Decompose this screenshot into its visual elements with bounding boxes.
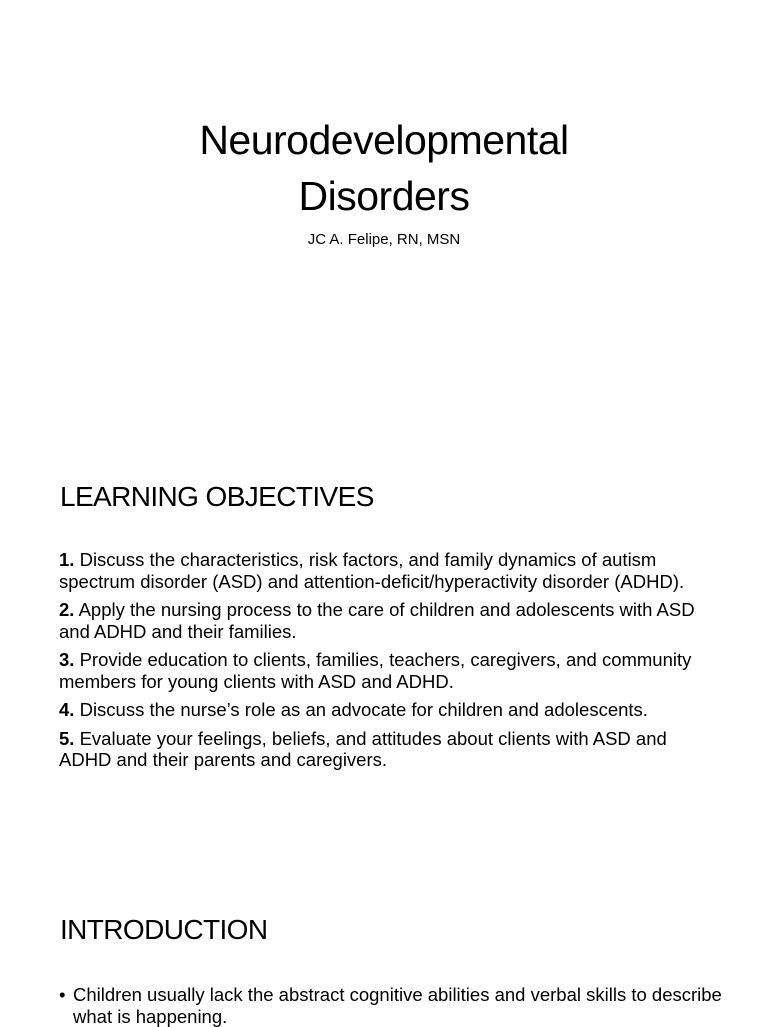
title-slide	[0, 0, 768, 432]
objective-item-4	[59, 699, 719, 721]
bullet-text: Children usually lack the abstract cognitive abilities and verbal skills to describe what is happening.	[73, 984, 722, 1027]
objective-number: 3.	[59, 649, 75, 670]
objectives-list	[59, 549, 719, 778]
introduction-bullet-list	[59, 984, 729, 1027]
title-line-1: Neurodevelopmental	[199, 117, 569, 163]
objective-number: 4.	[59, 699, 75, 720]
title-line-2: Disorders	[298, 173, 470, 219]
objective-item-1	[59, 549, 719, 592]
list-item	[59, 984, 729, 1027]
objective-text: Discuss the nurse’s role as an advocate for children and adolescents.	[79, 699, 648, 720]
objective-item-5	[59, 728, 719, 771]
objective-text: Apply the nursing process to the care of children and adolescents with ASD and ADHD and their families.	[59, 599, 695, 642]
slide-title	[84, 112, 684, 224]
objective-text: Evaluate your feelings, beliefs, and attitudes about clients with ASD and ADHD and their parents and caregivers.	[59, 727, 667, 770]
bullet-icon: •	[59, 984, 66, 1005]
author-credit: JC A. Felipe, RN, MSN	[307, 231, 461, 248]
objective-number: 5.	[59, 727, 75, 749]
introduction-slide	[0, 864, 768, 1027]
objective-item-3	[59, 649, 719, 692]
introduction-heading: INTRODUCTION	[60, 914, 268, 945]
objective-number: 2.	[59, 599, 75, 620]
objective-item-2	[59, 599, 719, 642]
objectives-heading: LEARNING OBJECTIVES	[60, 481, 374, 512]
objective-number: 1.	[59, 549, 75, 570]
objective-text: Provide education to clients, families, teachers, caregivers, and community members for young clients with ASD and ADHD.	[59, 649, 692, 692]
learning-objectives-slide	[0, 432, 768, 864]
objective-text: Discuss the characteristics, risk factors, and family dynamics of autism spectrum disorder (ASD) and attention-deficit/hyperactivity disorder (ADHD).	[59, 549, 685, 592]
